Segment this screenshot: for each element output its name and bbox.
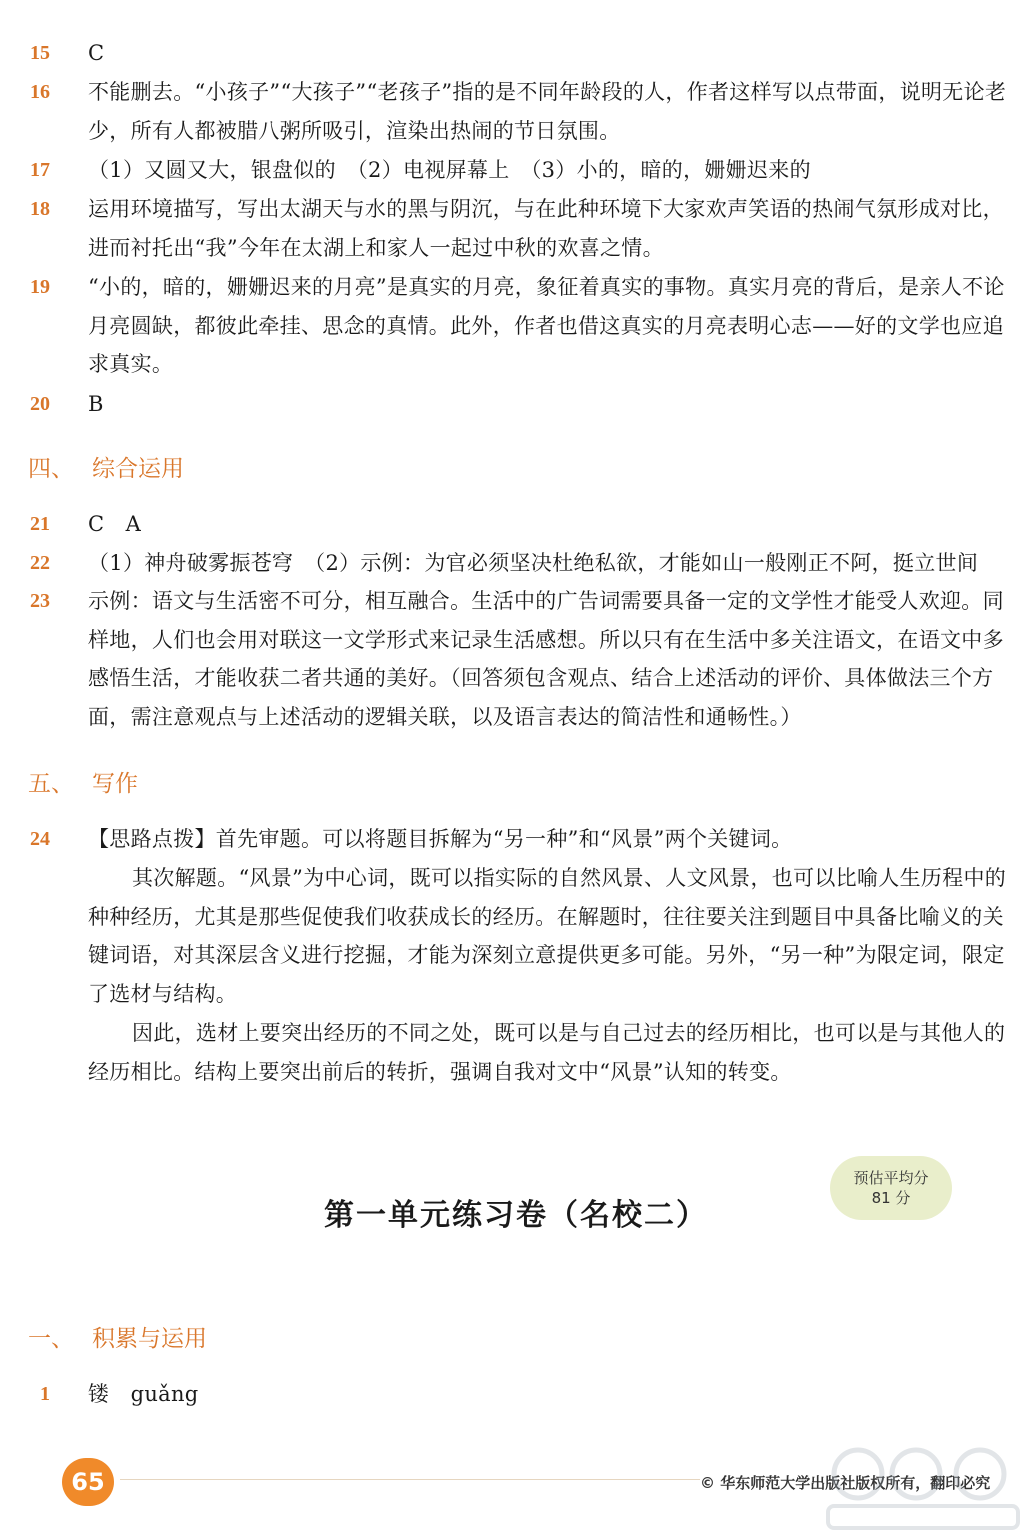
answer-text: （1）神舟破雾振苍穹 （2）示例：为官必须坚决杜绝私欲，才能如山一般刚正不阿，挺立世间 <box>88 551 979 575</box>
analysis-paragraph-2: 因此，选材上要突出经历的不同之处，既可以是与自己过去的经历相比，也可以是与其他人的经历相比。结构上要突出前后的转折，强调自我对文中“风景”认知的转变。 <box>88 1021 1006 1084</box>
section-heading-5 <box>28 765 138 798</box>
badge-score: 81 分 <box>871 1189 911 1207</box>
question-number: 22 <box>30 552 50 574</box>
answer-text: 示例：语文与生活密不可分，相互融合。生活中的广告词需要具备一定的文学性才能受人欢迎。同样地，人们也会用对联这一文学形式来记录生活感想。所以只有在生活中多关注语文，在语文中多感悟生活，才能收获二者共通的美好。（回答须包含观点、结合上述活动的评价、具体做法三个方面，需注意观点与上述活动的逻辑关联，以及语言表达的简洁性和通畅性。） <box>88 589 1004 729</box>
question-number: 21 <box>30 513 50 535</box>
answer-text: C A <box>88 512 142 536</box>
question-number: 23 <box>30 590 50 612</box>
question-number: 18 <box>30 198 50 220</box>
badge-label: 预估平均分 <box>853 1169 929 1187</box>
unit-title: 第一单元练习卷（名校二） <box>324 1198 708 1233</box>
section-heading-4 <box>28 450 184 483</box>
answer-text: B <box>88 392 104 416</box>
question-number: 1 <box>40 1383 50 1405</box>
answer-text: （1）又圆又大，银盘似的 （2）电视屏幕上 （3）小的，暗的，姗姗迟来的 <box>88 158 811 182</box>
question-number: 15 <box>30 42 50 64</box>
section-title: 综合运用 <box>92 456 184 482</box>
answer-text: “小的，暗的，姗姗迟来的月亮”是真实的月亮，象征着真实的事物。真实月亮的背后，是亲人不论月亮圆缺，都彼此牵挂、思念的真情。此外，作者也借这真实的月亮表明心志——好的文学也应追求真实。 <box>88 275 1005 376</box>
question-number: 17 <box>30 159 50 181</box>
section-title: 写作 <box>92 771 138 797</box>
section-index: 一、 <box>28 1326 74 1352</box>
answer-text: 运用环境描写，写出太湖天与水的黑与阴沉，与在此种环境下大家欢声笑语的热闹气氛形成对比，进而衬托出“我”今年在太湖上和家人一起过中秋的欢喜之情。 <box>88 197 1004 260</box>
section-index: 五、 <box>28 771 74 797</box>
watermark-logo-icon <box>820 1440 1030 1536</box>
footer-divider <box>120 1479 700 1480</box>
question-number: 19 <box>30 276 50 298</box>
analysis-paragraph-1: 其次解题。“风景”为中心词，既可以指实际的自然风景、人文风景，也可以比喻人生历程中的种种经历，尤其是那些促使我们收获成长的经历。在解题时，往往要关注到题目中具备比喻义的关键词语，对其深层含义进行挖掘，才能为深刻立意提供更多可能。另外，“另一种”为限定词，限定了选材与结构。 <box>88 866 1007 1006</box>
section-heading-1 <box>28 1320 207 1353</box>
question-number: 20 <box>30 393 50 415</box>
page-number-badge: 65 <box>62 1458 114 1506</box>
answer-text: C <box>88 41 105 65</box>
copyright-text: © 华东师范大学出版社版权所有，翻印必究 <box>700 1474 991 1492</box>
answer-text: 镂 guǎng <box>88 1382 199 1406</box>
section-index: 四、 <box>28 456 74 482</box>
answer-text: 不能删去。“小孩子”“大孩子”“老孩子”指的是不同年龄段的人，作者这样写以点带面，说明无论老少，所有人都被腊八粥所吸引，渲染出热闹的节日氛围。 <box>88 80 1007 143</box>
question-number: 24 <box>30 828 50 850</box>
answer-text: 【思路点拨】首先审题。可以将题目拆解为“另一种”和“风景”两个关键词。 <box>88 827 793 851</box>
section-title: 积累与运用 <box>92 1326 207 1352</box>
question-number: 16 <box>30 81 50 103</box>
